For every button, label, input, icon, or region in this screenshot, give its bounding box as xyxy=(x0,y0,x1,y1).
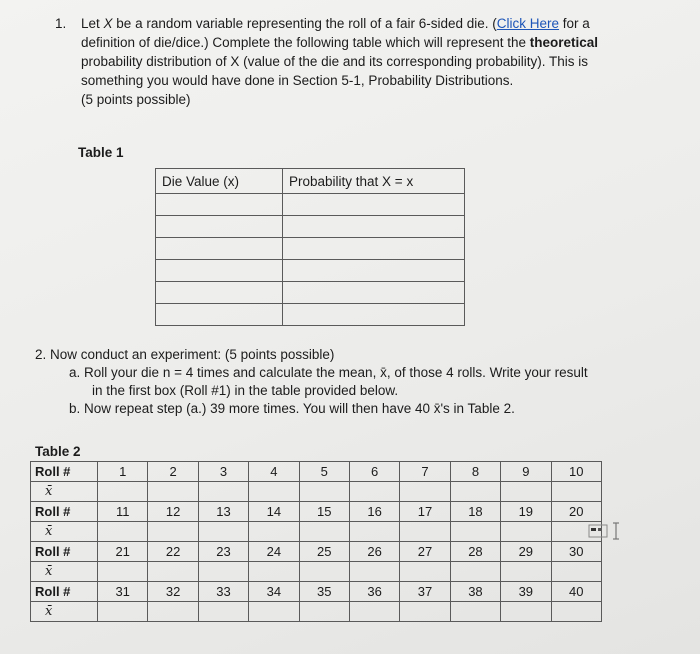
roll-number-cell: 14 xyxy=(249,502,299,522)
table-1 xyxy=(155,168,465,326)
roll-number-cell: 17 xyxy=(400,502,450,522)
xbar-cell[interactable] xyxy=(450,522,500,542)
text-cursor-icon xyxy=(588,521,624,541)
xbar-label: x̄ xyxy=(31,522,98,542)
xbar-label: x̄ xyxy=(31,602,98,622)
roll-number-cell: 38 xyxy=(450,582,500,602)
xbar-cell[interactable] xyxy=(299,562,349,582)
xbar-cell[interactable] xyxy=(501,602,551,622)
xbar-cell[interactable] xyxy=(450,602,500,622)
roll-number-cell: 28 xyxy=(450,542,500,562)
xbar-cell[interactable] xyxy=(98,602,148,622)
xbar-cell[interactable] xyxy=(148,482,198,502)
table-2-label: Table 2 xyxy=(35,444,81,459)
xbar-cell[interactable] xyxy=(148,602,198,622)
xbar-cell[interactable] xyxy=(349,602,399,622)
roll-label: Roll # xyxy=(31,502,98,522)
probability-cell[interactable] xyxy=(283,238,465,260)
question-1 xyxy=(55,14,680,109)
click-here-link[interactable]: Click Here xyxy=(496,16,560,31)
roll-number-cell: 27 xyxy=(400,542,450,562)
xbar-cell[interactable] xyxy=(501,522,551,542)
xbar-cell[interactable] xyxy=(148,522,198,542)
xbar-cell[interactable] xyxy=(551,482,601,502)
roll-number-cell: 6 xyxy=(349,462,399,482)
roll-number-cell: 12 xyxy=(148,502,198,522)
roll-number-cell: 2 xyxy=(148,462,198,482)
xbar-cell[interactable] xyxy=(450,562,500,582)
roll-number-cell: 1 xyxy=(98,462,148,482)
roll-number-cell: 31 xyxy=(98,582,148,602)
roll-number-cell: 34 xyxy=(249,582,299,602)
roll-number-row xyxy=(31,502,602,522)
die-value-cell[interactable] xyxy=(156,238,283,260)
roll-number-cell: 30 xyxy=(551,542,601,562)
step-a-line2: in the first box (Roll #1) in the table provided below. xyxy=(92,383,399,398)
q1-points: (5 points possible) xyxy=(81,92,191,107)
probability-cell[interactable] xyxy=(283,260,465,282)
xbar-label: x̄ xyxy=(31,562,98,582)
xbar-cell[interactable] xyxy=(98,522,148,542)
roll-label: Roll # xyxy=(31,542,98,562)
q1-line3: probability distribution of X (value of the die and its corresponding probability). This is xyxy=(81,54,589,69)
roll-number-cell: 36 xyxy=(349,582,399,602)
xbar-cell[interactable] xyxy=(551,602,601,622)
roll-number-cell: 8 xyxy=(450,462,500,482)
table-row xyxy=(156,282,465,304)
roll-number-row xyxy=(31,462,602,482)
xbar-cell[interactable] xyxy=(450,482,500,502)
roll-number-cell: 5 xyxy=(299,462,349,482)
xbar-cell[interactable] xyxy=(501,562,551,582)
xbar-cell[interactable] xyxy=(198,522,248,542)
xbar-cell[interactable] xyxy=(198,602,248,622)
roll-number-cell: 26 xyxy=(349,542,399,562)
xbar-cell[interactable] xyxy=(98,562,148,582)
roll-number-cell: 4 xyxy=(249,462,299,482)
table-1-label: Table 1 xyxy=(78,145,124,160)
xbar-cell[interactable] xyxy=(249,562,299,582)
q1-line2-bold: theoretical xyxy=(529,35,599,50)
question-1-number: 1. xyxy=(55,16,67,31)
roll-number-cell: 15 xyxy=(299,502,349,522)
probability-cell[interactable] xyxy=(283,194,465,216)
q1-line1-a: Let xyxy=(81,16,104,31)
xbar-cell[interactable] xyxy=(349,562,399,582)
xbar-cell[interactable] xyxy=(551,562,601,582)
question-2-intro: Now conduct an experiment: (5 points possible) xyxy=(50,347,335,362)
q1-line2-a: definition of die/dice.) Complete the following table which will represent the xyxy=(81,35,530,50)
roll-number-cell: 21 xyxy=(98,542,148,562)
table-row xyxy=(156,260,465,282)
roll-number-cell: 23 xyxy=(198,542,248,562)
roll-number-cell: 35 xyxy=(299,582,349,602)
xbar-cell[interactable] xyxy=(349,522,399,542)
roll-number-cell: 3 xyxy=(198,462,248,482)
die-value-cell[interactable] xyxy=(156,216,283,238)
question-2 xyxy=(35,346,665,418)
q1-line4: something you would have done in Section 5-1, Probability Distributions. xyxy=(81,73,514,88)
xbar-cell[interactable] xyxy=(400,562,450,582)
xbar-cell[interactable] xyxy=(299,522,349,542)
roll-number-cell: 24 xyxy=(249,542,299,562)
roll-number-cell: 37 xyxy=(400,582,450,602)
q1-variable: X xyxy=(103,16,113,31)
roll-number-cell: 22 xyxy=(148,542,198,562)
roll-number-cell: 39 xyxy=(501,582,551,602)
table-1-col-die-value: Die Value (x) xyxy=(156,169,283,194)
table-2 xyxy=(30,461,602,622)
roll-number-cell: 9 xyxy=(501,462,551,482)
roll-number-cell: 20 xyxy=(551,502,601,522)
roll-number-cell: 40 xyxy=(551,582,601,602)
roll-number-cell: 29 xyxy=(501,542,551,562)
xbar-cell[interactable] xyxy=(349,482,399,502)
q1-line1-c: for a xyxy=(559,16,590,31)
xbar-cell[interactable] xyxy=(198,482,248,502)
roll-number-cell: 16 xyxy=(349,502,399,522)
roll-label: Roll # xyxy=(31,582,98,602)
roll-number-cell: 7 xyxy=(400,462,450,482)
step-b-label: b. xyxy=(69,401,81,416)
table-1-col-probability: Probability that X = x xyxy=(283,169,465,194)
roll-number-cell: 18 xyxy=(450,502,500,522)
xbar-cell[interactable] xyxy=(98,482,148,502)
table-row xyxy=(156,194,465,216)
xbar-row xyxy=(31,522,602,542)
xbar-row xyxy=(31,602,602,622)
xbar-row xyxy=(31,482,602,502)
step-a-line1: Roll your die n = 4 times and calculate the mean, x̄, of those 4 rolls. Write your result xyxy=(84,365,588,380)
xbar-cell[interactable] xyxy=(249,482,299,502)
roll-number-row xyxy=(31,582,602,602)
xbar-cell[interactable] xyxy=(400,602,450,622)
table-row xyxy=(156,238,465,260)
step-a-label: a. xyxy=(69,365,81,380)
roll-number-cell: 25 xyxy=(299,542,349,562)
probability-cell[interactable] xyxy=(283,282,465,304)
table-row xyxy=(156,304,465,326)
roll-number-cell: 11 xyxy=(98,502,148,522)
roll-number-row xyxy=(31,542,602,562)
xbar-cell[interactable] xyxy=(198,562,248,582)
xbar-label: x̄ xyxy=(31,482,98,502)
xbar-cell[interactable] xyxy=(501,482,551,502)
probability-cell[interactable] xyxy=(283,304,465,326)
roll-number-cell: 10 xyxy=(551,462,601,482)
roll-number-cell: 13 xyxy=(198,502,248,522)
xbar-row xyxy=(31,562,602,582)
question-2-number: 2. xyxy=(35,347,47,362)
die-value-cell[interactable] xyxy=(156,304,283,326)
xbar-cell[interactable] xyxy=(400,482,450,502)
probability-cell[interactable] xyxy=(283,216,465,238)
table-row xyxy=(156,216,465,238)
die-value-cell[interactable] xyxy=(156,282,283,304)
q1-line1-b: be a random variable representing the roll of a fair 6-sided die. ( xyxy=(112,16,497,31)
roll-number-cell: 19 xyxy=(501,502,551,522)
roll-label: Roll # xyxy=(31,462,98,482)
xbar-cell[interactable] xyxy=(299,602,349,622)
step-b-line1: Now repeat step (a.) 39 more times. You will then have 40 x̄'s in Table 2. xyxy=(84,401,515,416)
xbar-cell[interactable] xyxy=(148,562,198,582)
die-value-cell[interactable] xyxy=(156,260,283,282)
roll-number-cell: 33 xyxy=(198,582,248,602)
roll-number-cell: 32 xyxy=(148,582,198,602)
die-value-cell[interactable] xyxy=(156,194,283,216)
xbar-cell[interactable] xyxy=(249,522,299,542)
xbar-cell[interactable] xyxy=(400,522,450,542)
xbar-cell[interactable] xyxy=(299,482,349,502)
xbar-cell[interactable] xyxy=(249,602,299,622)
